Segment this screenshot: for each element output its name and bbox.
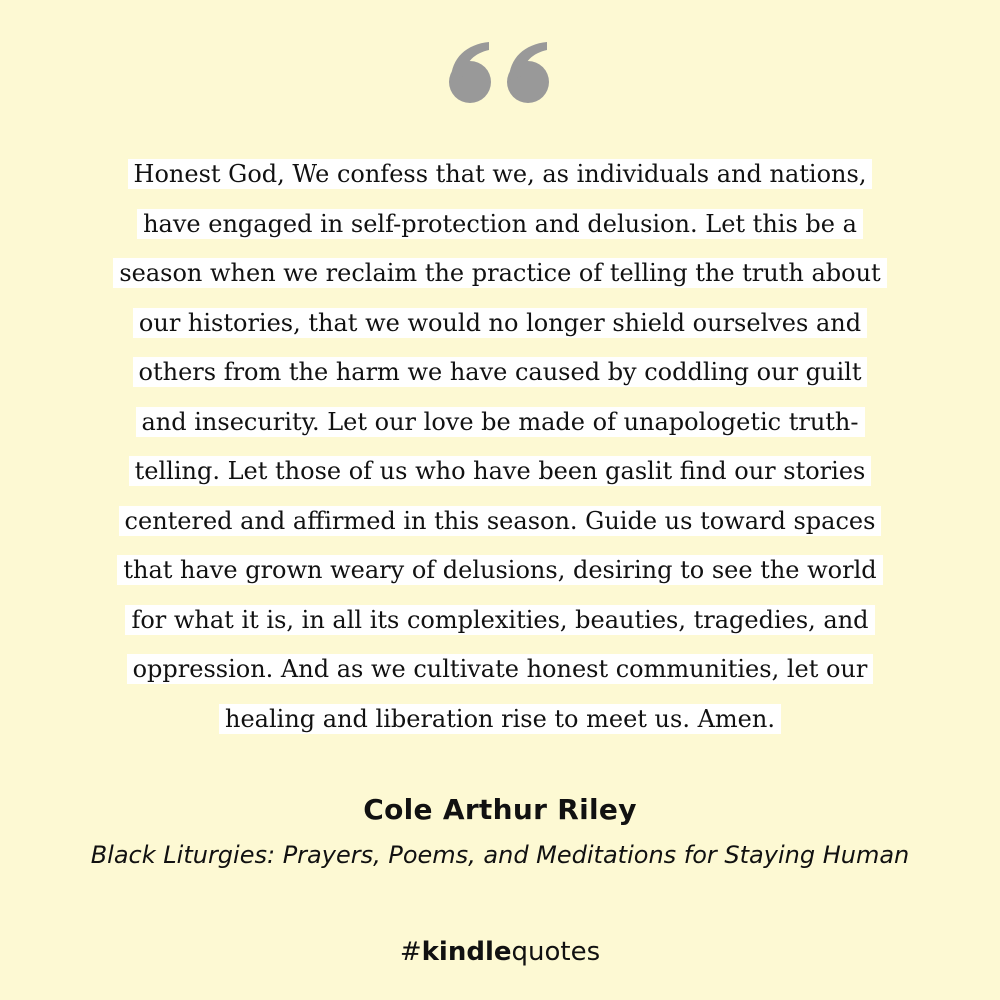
quote-line: centered and affirmed in this season. Guide us toward spaces bbox=[60, 497, 940, 547]
quote-line: that have grown weary of delusions, desiring to see the world bbox=[60, 546, 940, 596]
quote-text bbox=[60, 150, 940, 744]
quote-open-icon bbox=[445, 38, 555, 106]
hashtag-rest: quotes bbox=[511, 937, 601, 967]
quote-line: telling. Let those of us who have been gaslit find our stories bbox=[60, 447, 940, 497]
kindle-quotes-hashtag bbox=[0, 937, 1000, 967]
quote-line: have engaged in self-protection and delusion. Let this be a bbox=[60, 200, 940, 250]
book-title: Black Liturgies: Prayers, Poems, and Meditations for Staying Human bbox=[90, 841, 910, 869]
quote-line: for what it is, in all its complexities, beauties, tragedies, and bbox=[60, 596, 940, 646]
quote-line: our histories, that we would no longer shield ourselves and bbox=[60, 299, 940, 349]
author-name: Cole Arthur Riley bbox=[363, 793, 637, 826]
quote-line: others from the harm we have caused by coddling our guilt bbox=[60, 348, 940, 398]
hashtag-bold: kindle bbox=[421, 937, 512, 967]
quote-line: and insecurity. Let our love be made of unapologetic truth- bbox=[60, 398, 940, 448]
quote-line: Honest God, We confess that we, as individuals and nations, bbox=[60, 150, 940, 200]
quote-line: healing and liberation rise to meet us. Amen. bbox=[60, 695, 940, 745]
quote-line: season when we reclaim the practice of telling the truth about bbox=[60, 249, 940, 299]
hashtag-prefix: # bbox=[399, 937, 422, 967]
quote-line: oppression. And as we cultivate honest communities, let our bbox=[60, 645, 940, 695]
quote-mark bbox=[0, 38, 1000, 111]
